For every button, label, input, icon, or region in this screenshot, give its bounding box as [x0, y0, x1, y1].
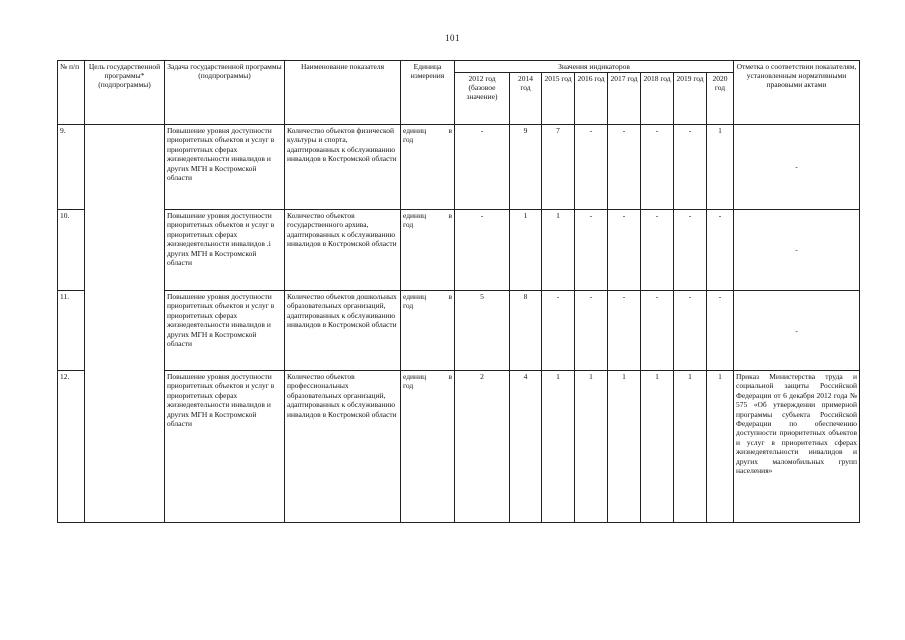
value-cell: 1 [542, 371, 575, 523]
goal-cell [85, 125, 165, 523]
task-cell: Повышение уровня доступности приоритетных объектов и услуг в приоритетных сферах жизнедеятельности инвалидов и других МГН в Костромской области [165, 291, 285, 371]
col-values-group-header: Значения индикаторов [455, 61, 734, 73]
col-goal-header: Цель государственной программы* (подпрограммы) [85, 61, 165, 125]
value-cell: - [641, 125, 674, 210]
col-year-header: 2014 год [510, 73, 542, 125]
unit-word: единиц [403, 372, 427, 381]
value-cell: 7 [542, 125, 575, 210]
value-cell: - [575, 125, 608, 210]
value-cell: - [641, 210, 674, 291]
value-cell: 1 [542, 210, 575, 291]
unit-preposition: в [448, 211, 452, 220]
col-year-header: 2019 год [674, 73, 707, 125]
col-year-header: 2017 год [608, 73, 641, 125]
value-cell: - [674, 125, 707, 210]
unit-period: год [403, 220, 414, 230]
col-indicator-header: Наименование показателя [285, 61, 401, 125]
row-number: 9. [58, 125, 85, 210]
value-cell: 1 [575, 371, 608, 523]
row-number: 12. [58, 371, 85, 523]
row-number: 10. [58, 210, 85, 291]
col-compliance-header: Отметка о соответствии показателям, установленным нормативными правовыми актами [734, 61, 860, 125]
unit-cell [401, 210, 455, 291]
indicator-cell: Количество объектов профессиональных образовательных организаций, адаптированных к обслуживанию инвалидов в Костромской области [285, 371, 401, 523]
value-cell: - [641, 291, 674, 371]
table-row [58, 291, 860, 371]
value-cell: - [707, 210, 734, 291]
unit-word: единиц [403, 211, 427, 220]
value-cell: 4 [510, 371, 542, 523]
col-year-header: 2012 год (базовое значение) [455, 73, 510, 125]
indicator-cell: Количество объектов физической культуры и спорта, адаптированных к обслуживанию инвалидов в Костромской области [285, 125, 401, 210]
unit-cell [401, 291, 455, 371]
value-cell: 1 [707, 371, 734, 523]
unit-word: единиц [403, 292, 427, 301]
col-year-header: 2015 год [542, 73, 575, 125]
unit-preposition: в [448, 126, 452, 135]
unit-cell [401, 371, 455, 523]
value-cell: 2 [455, 371, 510, 523]
unit-word: единиц [403, 126, 427, 135]
value-cell: - [674, 291, 707, 371]
value-cell: - [608, 125, 641, 210]
value-cell: 8 [510, 291, 542, 371]
col-num-header: № п/п [58, 61, 85, 125]
table-row [58, 371, 860, 523]
table-header [58, 61, 860, 125]
unit-preposition: в [448, 292, 452, 301]
value-cell: - [608, 291, 641, 371]
value-cell: 5 [455, 291, 510, 371]
col-year-header: 2020 год [707, 73, 734, 125]
value-cell: 1 [674, 371, 707, 523]
col-task-header: Задача государственной программы (подпрограммы) [165, 61, 285, 125]
compliance-cell: - [734, 125, 860, 210]
value-cell: 1 [608, 371, 641, 523]
unit-period: год [403, 135, 414, 145]
compliance-cell: - [734, 210, 860, 291]
task-cell: Повышение уровня доступности приоритетных объектов и услуг в приоритетных сферах жизнедеятельности инвалидов .і других МГН в Костромской области [165, 210, 285, 291]
value-cell: - [575, 210, 608, 291]
task-cell: Повышение уровня доступности приоритетных объектов и услуг в приоритетных сферах жизнедеятельности инвалидов и других МГН в Костромской области [165, 371, 285, 523]
value-cell: 1 [510, 210, 542, 291]
row-number: 11. [58, 291, 85, 371]
value-cell: - [674, 210, 707, 291]
col-year-header: 2016 год [575, 73, 608, 125]
value-cell: - [542, 291, 575, 371]
compliance-cell: - [734, 291, 860, 371]
value-cell: 1 [707, 125, 734, 210]
compliance-cell: Приказ Министерства труда и социальной защиты Российской Федерации от 6 декабря 2012 года № 575 «Об утверждении примерной программы субъекта Российской Федерации по обеспечению доступности приоритетных объектов и услуг в приоритетных сферах жизнедеятельности инвалидов и других маломобильных групп населения» [734, 371, 860, 523]
indicators-table [57, 60, 860, 523]
value-cell: - [455, 125, 510, 210]
col-unit-header: Единица измерения [401, 61, 455, 125]
table-row [58, 125, 860, 210]
unit-preposition: в [448, 372, 452, 381]
value-cell: - [575, 291, 608, 371]
unit-cell [401, 125, 455, 210]
value-cell: - [707, 291, 734, 371]
value-cell: - [455, 210, 510, 291]
task-cell: Повышение уровня доступности приоритетных объектов и услуг в приоритетных сферах жизнедеятельности инвалидов и других МГН в Костромской области [165, 125, 285, 210]
value-cell: - [608, 210, 641, 291]
unit-period: год [403, 381, 414, 391]
value-cell: 9 [510, 125, 542, 210]
indicator-cell: Количество объектов дошкольных образовательных организаций, адаптированных к обслуживанию инвалидов в Костромской области [285, 291, 401, 371]
col-year-header: 2018 год [641, 73, 674, 125]
value-cell: 1 [641, 371, 674, 523]
unit-period: год [403, 301, 414, 311]
indicator-cell: Количество объектов государственного архива, адаптированных к обслуживанию инвалидов в Костромской области [285, 210, 401, 291]
page-number: 101 [445, 33, 460, 43]
table-row [58, 210, 860, 291]
